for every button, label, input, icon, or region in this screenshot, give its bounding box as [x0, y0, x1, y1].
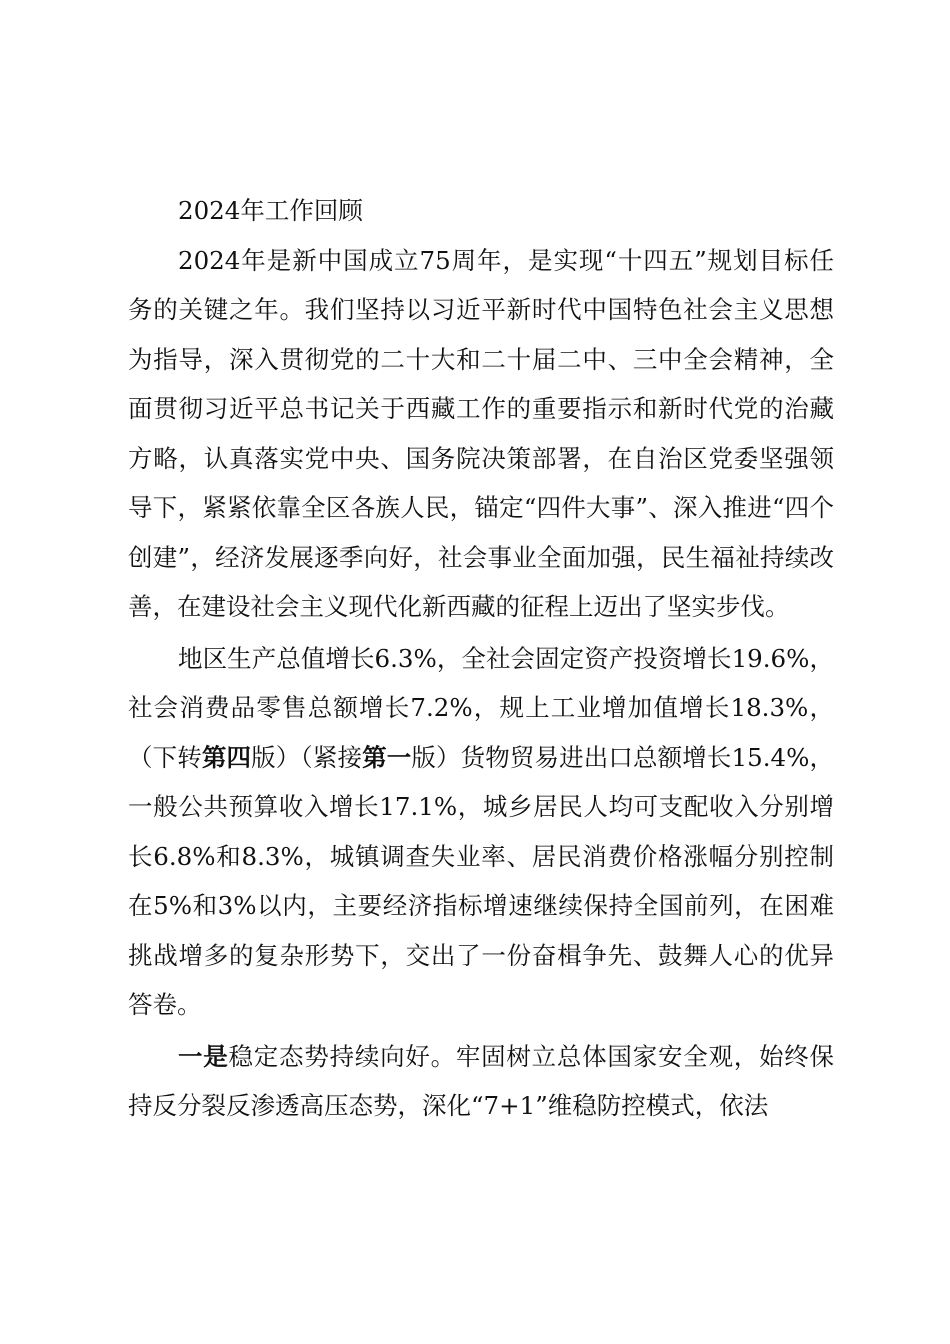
paragraph-overview: 2024年是新中国成立75周年，是实现“十四五”规划目标任务的关键之年。我们坚持以习近平新时代中国特色社会主义思想为指导，深入贯彻党的二十大和二十届二中、三中全会精神，全面贯彻习近平总书记关于西藏工作的重要指示和新时代党的治藏方略，认真落实党中央、国务院决策部署，在自治区党委坚强领导下，紧紧依靠全区各族人民，锚定“四件大事”、深入推进“四个创建”，经济发展逐季向好，社会事业全面加强，民生福祉持续改善，在建设社会主义现代化新西藏的征程上迈出了坚实步伐。 — [128, 245, 834, 621]
section-heading: 2024年工作回顾 — [178, 196, 363, 225]
document-page — [128, 186, 834, 1131]
stability-text: 稳定态势持续向好。牢固树立总体国家安全观，始终保持反分裂反渗透高压态势，深化“7+1”维稳防控模式，依法 — [128, 1041, 835, 1120]
page-ref-fourth: 第四 — [201, 742, 252, 772]
indicators-text-part2: 版）（紧接 — [251, 742, 363, 772]
paragraph-economic-indicators — [128, 634, 834, 1030]
indicators-text-part3: 版）货物贸易进出口总额增长15.4%，一般公共预算收入增长17.1%，城乡居民人均可支配收入分别增长6.8%和8.3%，城镇调查失业率、居民消费价格涨幅分别控制在5%和3%以内，主要经济指标增速继续保持全国前列，在困难挑战增多的复杂形势下，交出了一份奋楫争先、鼓舞人心的优异答卷。 — [128, 742, 835, 1019]
list-lead-first: 一是 — [178, 1041, 229, 1071]
paragraph-stability — [128, 1032, 834, 1131]
indicators-text-part1: 地区生产总值增长6.3%，全社会固定资产投资增长19.6%，社会消费品零售总额增长7.2%，规上工业增加值增长18.3%，（下转 — [128, 643, 834, 772]
page-ref-first: 第一 — [362, 742, 412, 772]
